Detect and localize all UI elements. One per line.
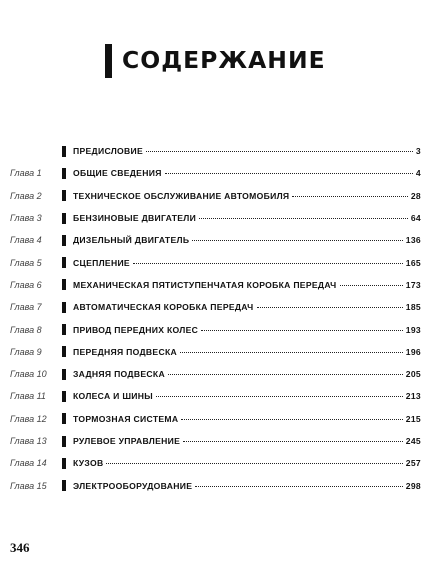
toc-chapter-number: Глава 9: [10, 346, 42, 357]
toc-chapter-number: Глава 14: [10, 458, 47, 469]
page-title: СОДЕРЖАНИЕ: [122, 48, 326, 74]
toc-chapter-number: Глава 5: [10, 257, 42, 268]
toc-entry-title: ЗАДНЯЯ ПОДВЕСКА: [73, 369, 165, 380]
toc-entry: [73, 369, 421, 379]
toc-dot-leader: [180, 352, 403, 353]
toc-dot-leader: [201, 330, 403, 331]
toc-entry: [73, 414, 421, 424]
toc-row: [0, 341, 436, 363]
toc-dot-leader: [192, 240, 402, 241]
toc-bullet-mark: [62, 413, 66, 424]
toc-entry: [73, 302, 421, 312]
toc-page-number: 205: [405, 369, 421, 380]
toc-entry-title: РУЛЕВОЕ УПРАВЛЕНИЕ: [73, 436, 181, 446]
toc-row: [0, 318, 436, 340]
title-block: [105, 44, 324, 78]
toc-entry: [73, 258, 421, 268]
toc-row: [0, 207, 436, 229]
toc-entry-title: МЕХАНИЧЕСКАЯ ПЯТИСТУПЕНЧАТАЯ КОРОБКА ПЕРЕДАЧ: [73, 279, 337, 290]
toc-page-number: 136: [405, 235, 421, 246]
toc-bullet-mark: [62, 146, 66, 157]
toc-dot-leader: [165, 173, 413, 174]
toc-dot-leader: [181, 419, 402, 420]
toc-entry: [73, 481, 421, 491]
toc-bullet-mark: [62, 324, 66, 335]
table-of-contents: [0, 140, 436, 497]
toc-page-number: 245: [405, 436, 421, 446]
toc-row: [0, 452, 436, 474]
toc-entry-title: ТЕХНИЧЕСКОЕ ОБСЛУЖИВАНИЕ АВТОМОБИЛЯ: [73, 190, 290, 201]
toc-dot-leader: [183, 441, 403, 442]
toc-entry-title: КОЛЕСА И ШИНЫ: [73, 391, 153, 402]
toc-bullet-mark: [62, 190, 66, 201]
toc-entry: [73, 235, 421, 245]
toc-dot-leader: [133, 263, 403, 264]
toc-entry-title: ПРЕДИСЛОВИЕ: [73, 146, 144, 157]
toc-chapter-number: Глава 3: [10, 213, 42, 224]
toc-chapter-number: Глава 8: [10, 324, 42, 335]
toc-page-number: 64: [410, 213, 421, 224]
toc-dot-leader: [340, 285, 403, 286]
toc-bullet-mark: [62, 458, 66, 469]
toc-entry-title: ОБЩИЕ СВЕДЕНИЯ: [73, 168, 162, 179]
toc-entry-title: ДИЗЕЛЬНЫЙ ДВИГАТЕЛЬ: [73, 235, 190, 246]
toc-chapter-number: Глава 7: [10, 302, 42, 313]
toc-row: [0, 162, 436, 184]
toc-bullet-mark: [62, 168, 66, 179]
page-number: 346: [10, 540, 30, 555]
toc-entry: [73, 347, 421, 357]
toc-row: [0, 251, 436, 273]
toc-bullet-mark: [62, 213, 66, 224]
toc-entry: [73, 213, 421, 223]
toc-entry: [73, 146, 421, 156]
toc-dot-leader: [199, 218, 408, 219]
toc-dot-leader: [156, 396, 403, 397]
toc-entry: [73, 168, 421, 178]
toc-page-number: 257: [405, 458, 421, 469]
toc-chapter-number: Глава 15: [10, 480, 47, 491]
toc-dot-leader: [195, 486, 403, 487]
toc-dot-leader: [106, 463, 402, 464]
toc-page-number: 193: [405, 324, 421, 335]
toc-entry: [73, 280, 421, 290]
toc-dot-leader: [168, 374, 403, 375]
toc-chapter-number: Глава 12: [10, 413, 47, 424]
toc-entry-title: БЕНЗИНОВЫЕ ДВИГАТЕЛИ: [73, 213, 197, 224]
toc-entry-title: КУЗОВ: [73, 458, 104, 469]
toc-page-number: 215: [405, 413, 421, 424]
toc-row: [0, 296, 436, 318]
toc-bullet-mark: [62, 436, 66, 447]
toc-row: [0, 229, 436, 251]
toc-bullet-mark: [62, 257, 66, 268]
toc-page-number: 196: [405, 346, 421, 357]
toc-chapter-number: Глава 6: [10, 279, 42, 290]
toc-entry: [73, 458, 421, 468]
toc-page-number: 4: [415, 168, 421, 179]
toc-page-number: 28: [410, 190, 421, 201]
toc-bullet-mark: [62, 302, 66, 313]
toc-entry-title: АВТОМАТИЧЕСКАЯ КОРОБКА ПЕРЕДАЧ: [73, 302, 254, 313]
toc-entry: [73, 436, 421, 446]
toc-dot-leader: [146, 151, 413, 152]
toc-chapter-number: Глава 13: [10, 436, 47, 446]
toc-entry: [73, 191, 421, 201]
toc-bullet-mark: [62, 480, 66, 491]
toc-entry-title: СЦЕПЛЕНИЕ: [73, 257, 130, 268]
toc-row: [0, 385, 436, 407]
toc-chapter-number: Глава 1: [10, 168, 42, 179]
toc-bullet-mark: [62, 369, 66, 380]
toc-chapter-number: Глава 4: [10, 235, 42, 246]
toc-page-number: 173: [405, 279, 421, 290]
toc-bullet-mark: [62, 346, 66, 357]
toc-dot-leader: [292, 196, 407, 197]
toc-entry: [73, 391, 421, 401]
toc-entry-title: ПРИВОД ПЕРЕДНИХ КОЛЕС: [73, 324, 199, 335]
toc-row: [0, 408, 436, 430]
toc-row: [0, 274, 436, 296]
toc-entry-title: ПЕРЕДНЯЯ ПОДВЕСКА: [73, 346, 178, 357]
toc-page-number: 165: [405, 257, 421, 268]
toc-row: [0, 363, 436, 385]
toc-row: [0, 185, 436, 207]
toc-entry-title: ЭЛЕКТРООБОРУДОВАНИЕ: [73, 480, 193, 491]
toc-entry-title: ТОРМОЗНАЯ СИСТЕМА: [73, 413, 179, 424]
toc-chapter-number: Глава 2: [10, 190, 42, 201]
toc-chapter-number: Глава 10: [10, 369, 47, 380]
toc-bullet-mark: [62, 235, 66, 246]
toc-page-number: 298: [405, 480, 421, 491]
toc-row: [0, 430, 436, 452]
title-bar-mark: [105, 44, 112, 78]
toc-chapter-number: Глава 11: [10, 391, 46, 402]
toc-page-number: 213: [405, 391, 421, 402]
toc-dot-leader: [257, 307, 403, 308]
toc-page-number: 3: [415, 146, 421, 157]
toc-entry: [73, 325, 421, 335]
toc-row: [0, 140, 436, 162]
toc-row: [0, 474, 436, 496]
toc-bullet-mark: [62, 279, 66, 290]
toc-page-number: 185: [405, 302, 421, 313]
toc-bullet-mark: [62, 391, 66, 402]
